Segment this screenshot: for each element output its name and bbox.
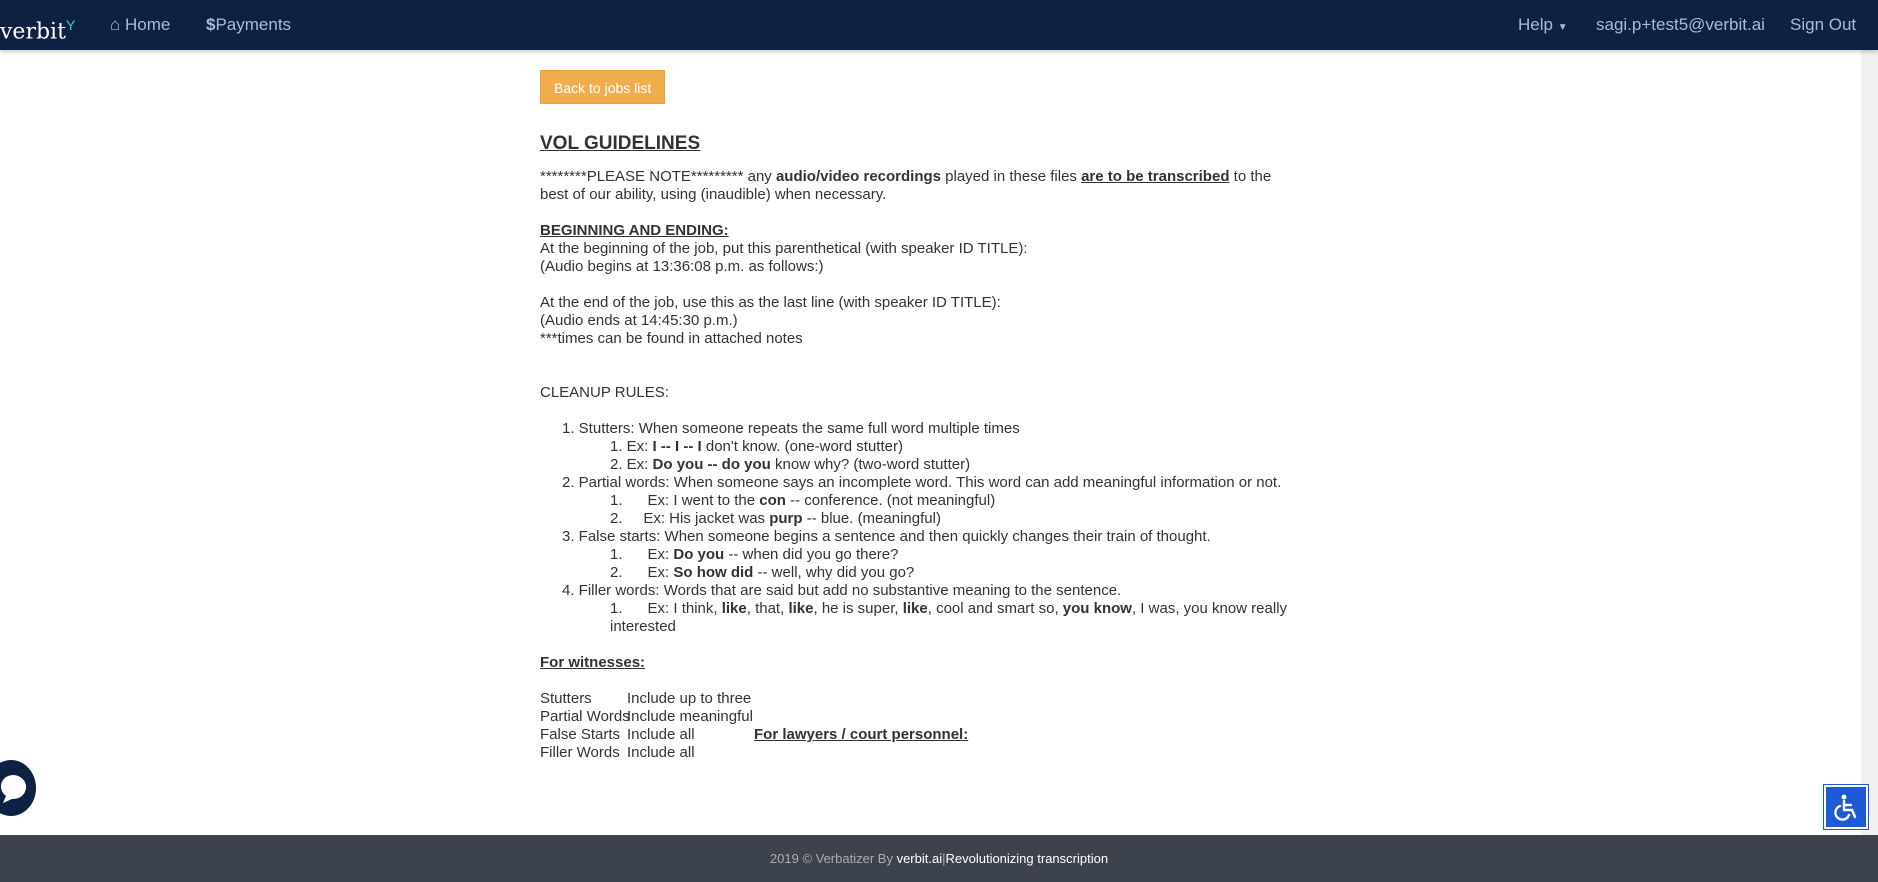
scrollbar[interactable]: [1861, 50, 1878, 835]
navbar: [0, 0, 1878, 50]
nav-home[interactable]: [110, 0, 170, 50]
text-segment: -- conference. (not meaningful): [785, 492, 996, 509]
witnesses-heading: For witnesses:: [540, 654, 646, 671]
text-segment: 1. Ex: I think,: [610, 600, 722, 617]
table-cell: Filler Words: [540, 744, 620, 761]
caret-down-icon: ▼: [1557, 22, 1568, 33]
rule-example: [610, 510, 1290, 528]
table-row: [540, 708, 1290, 726]
nav-home-label: Home: [125, 15, 171, 34]
text-line: At the beginning of the job, put this parenthetical (with speaker ID TITLE):: [540, 240, 1028, 257]
text-line: (Audio begins at 13:36:08 p.m. as follows:): [540, 258, 824, 275]
accessibility-icon: [1831, 792, 1861, 822]
table-row: [540, 744, 1290, 762]
table-cell: Include all: [627, 726, 695, 743]
logo-mark: Y: [65, 17, 76, 33]
cleanup-heading: CLEANUP RULES:: [540, 384, 669, 401]
rule-example: [610, 438, 1290, 456]
emphasized-text: purp: [769, 510, 803, 527]
guidelines-content: [540, 70, 1290, 762]
page-title: VOL GUIDELINES: [540, 133, 701, 154]
back-to-jobs-button[interactable]: Back to jobs list: [540, 70, 665, 104]
text-segment: -- when did you go there?: [724, 546, 899, 563]
table-row: [540, 726, 1290, 744]
text-segment: 1. Ex:: [610, 546, 674, 563]
rule-example: [610, 600, 1290, 636]
rule-item: 2. Partial words: When someone says an incomplete word. This word can add meaningful information or not.: [562, 474, 1282, 491]
rule-item: 3. False starts: When someone begins a sentence and then quickly changes their train of thought.: [562, 528, 1211, 545]
rule-example: [610, 492, 1290, 510]
text-segment: don't know. (one-word stutter): [701, 438, 903, 455]
help-label: Help: [1518, 15, 1553, 34]
footer-copyright: 2019 © Verbatizer By: [769, 851, 897, 866]
footer-separator: |: [942, 851, 946, 866]
text-segment: to the best of our ability, using (inaudible) when necessary.: [540, 168, 1276, 203]
emphasized-text: So how did: [673, 564, 754, 581]
text-segment: know why? (two-word stutter): [770, 456, 971, 473]
chat-widget-button[interactable]: [0, 760, 36, 816]
cleanup-rules-list: [562, 420, 1290, 636]
dollar-icon: $: [206, 15, 216, 34]
text-segment: 2. Ex:: [610, 564, 674, 581]
footer-brand-link[interactable]: verbit.ai: [896, 851, 943, 866]
emphasized-text: you know: [1062, 600, 1132, 617]
text-segment: 2. Ex: His jacket was: [610, 510, 770, 527]
text-segment: 2. Ex:: [610, 456, 653, 473]
emphasized-text: are to be transcribed: [1081, 168, 1230, 185]
emphasized-text: con: [759, 492, 786, 509]
rule-example: [610, 546, 1290, 564]
nav-payments[interactable]: [206, 0, 291, 50]
table-cell: Include all: [627, 744, 695, 761]
text-segment: 1. Ex: I went to the: [610, 492, 760, 509]
lawyers-heading: For lawyers / court personnel:: [754, 726, 969, 743]
chat-icon: [0, 760, 36, 816]
text-segment: -- well, why did you go?: [753, 564, 915, 581]
table-cell: Stutters: [540, 690, 592, 707]
table-cell: Include up to three: [627, 690, 752, 707]
table-cell: False Starts: [540, 726, 621, 743]
text-line: At the end of the job, use this as the last line (with speaker ID TITLE):: [540, 294, 1001, 311]
text-line: (Audio ends at 14:45:30 p.m.): [540, 312, 738, 329]
text-segment: , he is super,: [813, 600, 903, 617]
beginning-heading: BEGINNING AND ENDING:: [540, 222, 729, 239]
text-segment: , I was, you know really interested: [610, 600, 1292, 635]
emphasized-text: like: [721, 600, 747, 617]
emphasized-text: Do you: [673, 546, 725, 563]
please-note-paragraph: [540, 168, 1290, 204]
nav-payments-label: Payments: [215, 15, 292, 34]
footer: [0, 835, 1878, 882]
text-line: ***times can be found in attached notes: [540, 330, 803, 347]
accessibility-button[interactable]: [1824, 785, 1868, 829]
text-segment: ********PLEASE NOTE********* any: [540, 168, 776, 185]
emphasized-text: like: [902, 600, 928, 617]
table-cell: Include meaningful: [627, 708, 753, 725]
text-segment: 1. Ex:: [610, 438, 653, 455]
text-segment: -- blue. (meaningful): [802, 510, 941, 527]
user-email[interactable]: sagi.p+test5@verbit.ai: [1596, 15, 1765, 34]
table-row: [540, 690, 1290, 708]
table-cell: Partial Words: [540, 708, 630, 725]
emphasized-text: Do you -- do you: [652, 456, 771, 473]
emphasized-text: I -- I -- I: [652, 438, 702, 455]
logo[interactable]: [0, 0, 75, 57]
rule-example: [610, 456, 1290, 474]
text-segment: , cool and smart so,: [927, 600, 1063, 617]
rule-example: [610, 564, 1290, 582]
help-dropdown[interactable]: [1518, 0, 1568, 53]
home-icon: ⌂: [110, 15, 121, 34]
witnesses-table: [540, 690, 1290, 762]
logo-text: verbit: [0, 19, 66, 45]
footer-tagline: Revolutionizing transcription: [945, 851, 1109, 866]
emphasized-text: like: [788, 600, 814, 617]
sign-out-link[interactable]: Sign Out: [1790, 15, 1857, 34]
text-segment: played in these files: [941, 168, 1082, 185]
emphasized-text: audio/video recordings: [775, 168, 941, 185]
rule-item: 1. Stutters: When someone repeats the same full word multiple times: [562, 420, 1020, 437]
text-segment: , that,: [746, 600, 789, 617]
rule-item: 4. Filler words: Words that are said but add no substantive meaning to the sentence.: [562, 582, 1122, 599]
